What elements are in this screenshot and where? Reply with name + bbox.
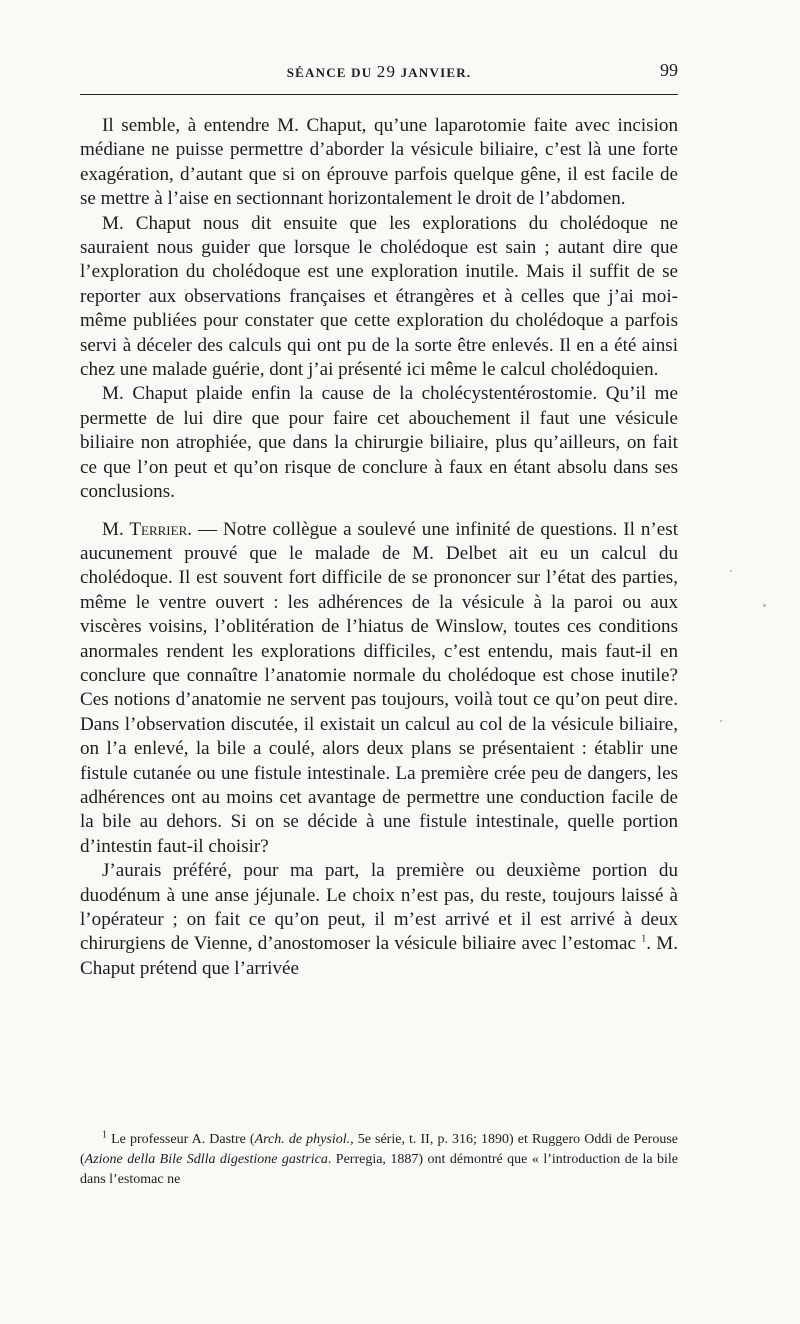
paragraph-4 (80, 518, 678, 860)
header-rule (80, 94, 678, 95)
running-title (80, 62, 678, 82)
document-page (80, 56, 678, 1187)
paragraph-4-text: — Notre collègue a soulevé une infinité de questions. Il n’est aucunement prouvé que le malade de M. Delbet ait eu un calcul du cholédoque. Il est souvent fort difficile de se prononcer sur l’état des parties, même le ventre ouvert : les adhérences de la vésicule à la paroi ou aux viscères voisins, l’oblitération de l’hiatus de Winslow, toutes ces conditions anormales rendent les explorations difficiles, c’est entendu, mais faut-il en conclure que connaître l’anatomie normale du cholédoque est chose inutile? Ces notions d’anatomie ne servent pas toujours, voilà tout ce qu’on peut dire. Dans l’observation discutée, il existait un calcul au col de la vésicule biliaire, on l’a enlevé, la bile a coulé, alors deux plans se présentaient : établir une fistule cutanée ou une fistule intestinale. La première crée peu de dangers, les adhérences ont au moins cet avantage de permettre une conduction facile de la bile au dehors. Si on se décide à une fistule intestinale, quelle portion d’intestin faut-il choisir? (80, 518, 678, 857)
paragraph-5 (80, 859, 678, 981)
running-title-suffix: JANVIER. (396, 65, 472, 80)
speaker-name: M. Terrier. (102, 518, 193, 540)
margin-speck (720, 720, 722, 722)
paragraph-5-text: J’aurais préféré, pour ma part, la première ou deuxième portion du duodénum à une anse jéjunale. Le choix n’est pas, du reste, toujours laissé à l’opérateur ; on fait ce qu’on peut, il m’est arrivé et il est arrivé à deux chirurgiens de Vienne, d’anostomoser la vésicule biliaire avec l’estomac (80, 860, 678, 955)
paragraph-2: M. Chaput nous dit ensuite que les explorations du cholédoque ne sauraient nous guider que lorsque le cholédoque est sain ; autant dire que l’exploration du cholédoque est une exploration inutile. Mais il suffit de se reporter aux observations françaises et étrangères et à celles que j’ai moi-même publiées pour constater que cette exploration du cholédoque a parfois servi à déceler des calculs qui ont pu de la sorte être enlevés. Il en a été ainsi chez une malade guérie, dont j’ai présenté ici même le calcul cholédoquien. (80, 212, 678, 381)
page-header (80, 56, 678, 86)
running-title-prefix: SÉANCE DU (286, 65, 377, 80)
margin-speck (763, 604, 766, 607)
footnote-reference: 1 (641, 934, 647, 946)
paragraph-5-text-end: . M. Chaput prétend que l’arrivée (80, 933, 678, 979)
footnote (80, 1130, 678, 1190)
footnote-text-b: , 5e série, t. II, p. 316; 1890) et Ruggero Oddi de Perouse ( (80, 1132, 678, 1167)
paragraph-3: M. Chaput plaide enfin la cause de la cholécystentérostomie. Qu’il me permette de lui dire que pour faire cet abouchement il faut une vésicule biliaire non atrophiée, que dans la chirurgie biliaire, plus qu’ailleurs, on fait ce que l’on peut et qu’on risque de conclure à faux en étant absolu dans ses conclusions. (80, 383, 678, 503)
paragraph-1: Il semble, à entendre M. Chaput, qu’une laparotomie faite avec incision médiane ne puisse permettre d’aborder la vésicule biliaire, c’est là une forte exagération, d’autant que si on éprouve parfois quelque gêne, il est facile de se mettre à l’aise en sectionnant horizontalement le droit de l’abdomen. (80, 115, 678, 210)
footnote-1 (80, 1130, 678, 1190)
body-text (80, 114, 678, 981)
footnote-ref-2: Azione della Bile Sdlla digestione gastrica (84, 1152, 328, 1167)
footnote-marker: 1 (102, 1129, 107, 1141)
running-title-date: 29 (376, 62, 397, 81)
footnote-ref-1: Arch. de physiol. (254, 1132, 351, 1147)
margin-speck (730, 570, 732, 572)
page-number: 99 (660, 60, 678, 80)
footnote-text-c: . Perregia, 1887) ont démontré que « l’introduction de la bile dans l’estomac ne (80, 1152, 678, 1187)
footnote-text-a: Le professeur A. Dastre ( (107, 1132, 255, 1147)
